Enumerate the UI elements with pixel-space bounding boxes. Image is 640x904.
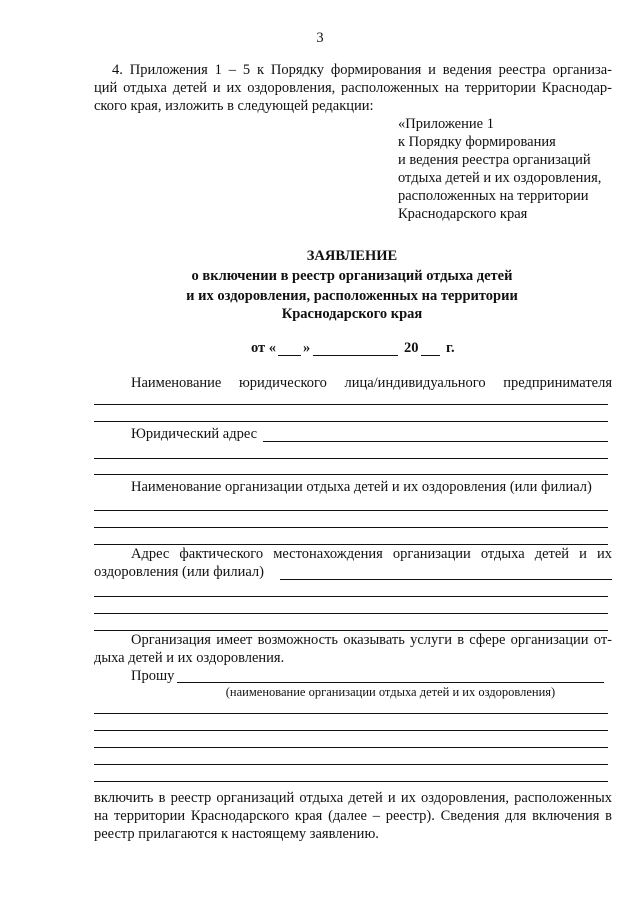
date-year-blank[interactable] bbox=[421, 355, 440, 356]
intro-line-1: 4. Приложения 1 – 5 к Порядку формирования и ведения реестра организа- bbox=[112, 62, 612, 78]
org-name-line-3[interactable] bbox=[94, 544, 608, 545]
request-line-3[interactable] bbox=[94, 747, 608, 748]
date-day-blank[interactable] bbox=[278, 355, 301, 356]
annex-line-6: Краснодарского края bbox=[398, 206, 528, 222]
request-line-2[interactable] bbox=[94, 730, 608, 731]
actual-address-label-2: оздоровления (или филиал) bbox=[94, 564, 264, 580]
actual-address-line-1[interactable] bbox=[280, 579, 612, 580]
request-line-4[interactable] bbox=[94, 764, 608, 765]
legal-address-line-2[interactable] bbox=[94, 458, 608, 459]
legal-name-line-2[interactable] bbox=[94, 421, 608, 422]
actual-address-line-4[interactable] bbox=[94, 630, 608, 631]
request-line-5[interactable] bbox=[94, 781, 608, 782]
legal-address-line-1[interactable] bbox=[263, 441, 608, 442]
subtitle-line-1: о включении в реестр организаций отдыха детей bbox=[191, 268, 513, 284]
closing-line-1: включить в реестр организаций отдыха детей и их оздоровления, расположенных bbox=[94, 790, 612, 806]
request-line-1[interactable] bbox=[94, 713, 608, 714]
org-name-line-2[interactable] bbox=[94, 527, 608, 528]
intro-line-2: ций отдыха детей и их оздоровления, расположенных на территории Краснодар- bbox=[94, 80, 612, 96]
legal-address-label: Юридический адрес bbox=[131, 426, 258, 442]
date-month-blank[interactable] bbox=[313, 355, 398, 356]
actual-address-line-3[interactable] bbox=[94, 613, 608, 614]
annex-line-1: «Приложение 1 bbox=[398, 116, 494, 132]
legal-name-line-1[interactable] bbox=[94, 404, 608, 405]
date-year-prefix: 20 bbox=[404, 340, 419, 356]
document-title: ЗАЯВЛЕНИЕ bbox=[306, 248, 398, 264]
closing-line-3: реестр прилагаются к настоящему заявлению. bbox=[94, 826, 379, 842]
request-label: Прошу bbox=[131, 668, 175, 684]
annex-line-2: к Порядку формирования bbox=[398, 134, 556, 150]
annex-line-4: отдыха детей и их оздоровления, bbox=[398, 170, 602, 186]
annex-line-5: расположенных на территории bbox=[398, 188, 589, 204]
date-from-label: от « bbox=[251, 340, 277, 356]
subtitle-line-3: Краснодарского края bbox=[281, 306, 423, 322]
intro-line-3: ского края, изложить в следующей редакции: bbox=[94, 98, 374, 114]
date-year-suffix: г. bbox=[446, 340, 455, 356]
legal-name-label: Наименование юридического лица/индивидуального предпринимателя bbox=[131, 375, 612, 391]
request-hint: (наименование организации отдыха детей и их оздоровления) bbox=[225, 685, 556, 699]
legal-address-line-3[interactable] bbox=[94, 474, 608, 475]
closing-line-2: на территории Краснодарского края (далее – реестр). Сведения для включения в bbox=[94, 808, 612, 824]
org-name-line-1[interactable] bbox=[94, 510, 608, 511]
date-quote-close: » bbox=[303, 340, 311, 356]
subtitle-line-2: и их оздоровления, расположенных на территории bbox=[186, 288, 518, 304]
actual-address-line-2[interactable] bbox=[94, 596, 608, 597]
actual-address-label-1: Адрес фактического местонахождения организации отдыха детей и их bbox=[131, 546, 612, 562]
page-number: 3 bbox=[316, 30, 324, 46]
request-org-line[interactable] bbox=[177, 682, 604, 683]
org-name-label: Наименование организации отдыха детей и их оздоровления (или филиал) bbox=[131, 479, 592, 495]
capability-line-2: дыха детей и их оздоровления. bbox=[94, 650, 285, 666]
capability-line-1: Организация имеет возможность оказывать услуги в сфере организации от- bbox=[131, 632, 612, 648]
annex-line-3: и ведения реестра организаций bbox=[398, 152, 591, 168]
